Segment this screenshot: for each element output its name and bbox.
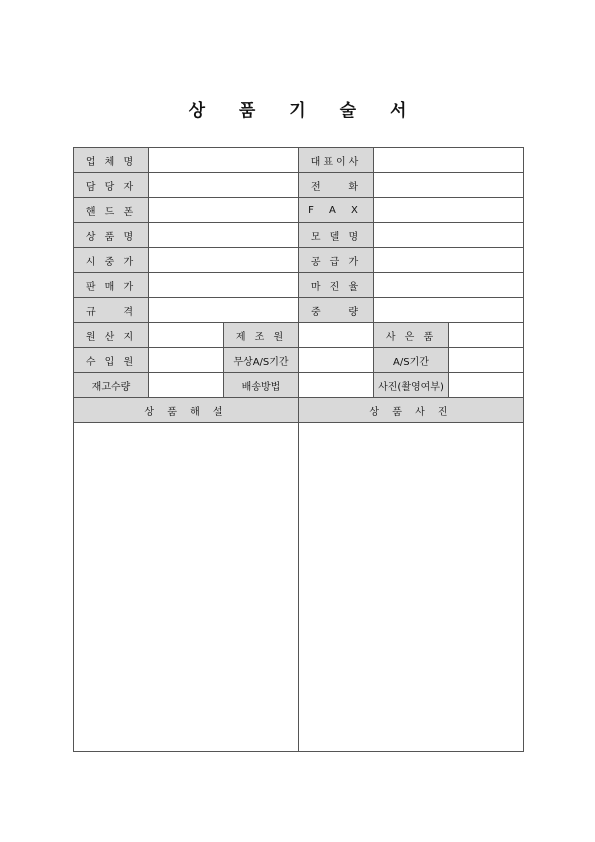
form-row-import [74,348,524,373]
field-free-as-period[interactable] [299,348,374,373]
label-weight: 중 량 [299,298,374,323]
section-body-row [74,423,524,752]
label-as-period: A/S기간 [374,348,449,373]
field-photo[interactable] [449,373,524,398]
label-ceo: 대표이사 [299,148,374,173]
label-supply-price: 공 급 가 [299,248,374,273]
label-fax: F A X [299,198,374,223]
form-row-product [74,223,524,248]
label-model-name: 모 델 명 [299,223,374,248]
label-importer: 수 입 원 [74,348,149,373]
field-supply-price[interactable] [374,248,524,273]
field-stock[interactable] [149,373,224,398]
label-sale-price: 판 매 가 [74,273,149,298]
form-row-mobile [74,198,524,223]
field-market-price[interactable] [149,248,299,273]
field-mobile[interactable] [149,198,299,223]
label-shipping: 배송방법 [224,373,299,398]
label-origin: 원 산 지 [74,323,149,348]
field-shipping[interactable] [299,373,374,398]
form-row-company [74,148,524,173]
field-ceo[interactable] [374,148,524,173]
document-title: 상 품 기 술 서 [188,101,421,121]
field-gift[interactable] [449,323,524,348]
label-manufacturer: 제 조 원 [224,323,299,348]
label-market-price: 시 중 가 [74,248,149,273]
form-row-origin [74,323,524,348]
field-margin-rate[interactable] [374,273,524,298]
label-photo: 사진(촬영여부) [374,373,449,398]
field-origin[interactable] [149,323,224,348]
form-row-stock [74,373,524,398]
field-manager[interactable] [149,173,299,198]
form-row-price [74,248,524,273]
field-sale-price[interactable] [149,273,299,298]
form-row-spec [74,298,524,323]
field-company[interactable] [149,148,299,173]
field-phone[interactable] [374,173,524,198]
field-as-period[interactable] [449,348,524,373]
field-weight[interactable] [374,298,524,323]
form-row-sale [74,273,524,298]
product-description-area[interactable] [74,423,299,752]
section-header-row [74,398,524,423]
label-margin-rate: 마 진 율 [299,273,374,298]
form-row-contact [74,173,524,198]
label-phone: 전 화 [299,173,374,198]
label-manager: 담 당 자 [74,173,149,198]
label-spec: 규 격 [74,298,149,323]
label-mobile: 핸 드 폰 [74,198,149,223]
section-description-header: 상 품 해 설 [74,398,299,423]
product-spec-form [73,147,524,752]
field-model-name[interactable] [374,223,524,248]
section-photo-header: 상 품 사 진 [299,398,524,423]
field-importer[interactable] [149,348,224,373]
field-product-name[interactable] [149,223,299,248]
label-product-name: 상 품 명 [74,223,149,248]
label-free-as-period: 무상A/S기간 [224,348,299,373]
field-fax[interactable] [374,198,524,223]
field-spec[interactable] [149,298,299,323]
product-photo-area[interactable] [299,423,524,752]
label-gift: 사 은 품 [374,323,449,348]
field-manufacturer[interactable] [299,323,374,348]
label-company: 업 체 명 [74,148,149,173]
label-stock: 재고수량 [74,373,149,398]
